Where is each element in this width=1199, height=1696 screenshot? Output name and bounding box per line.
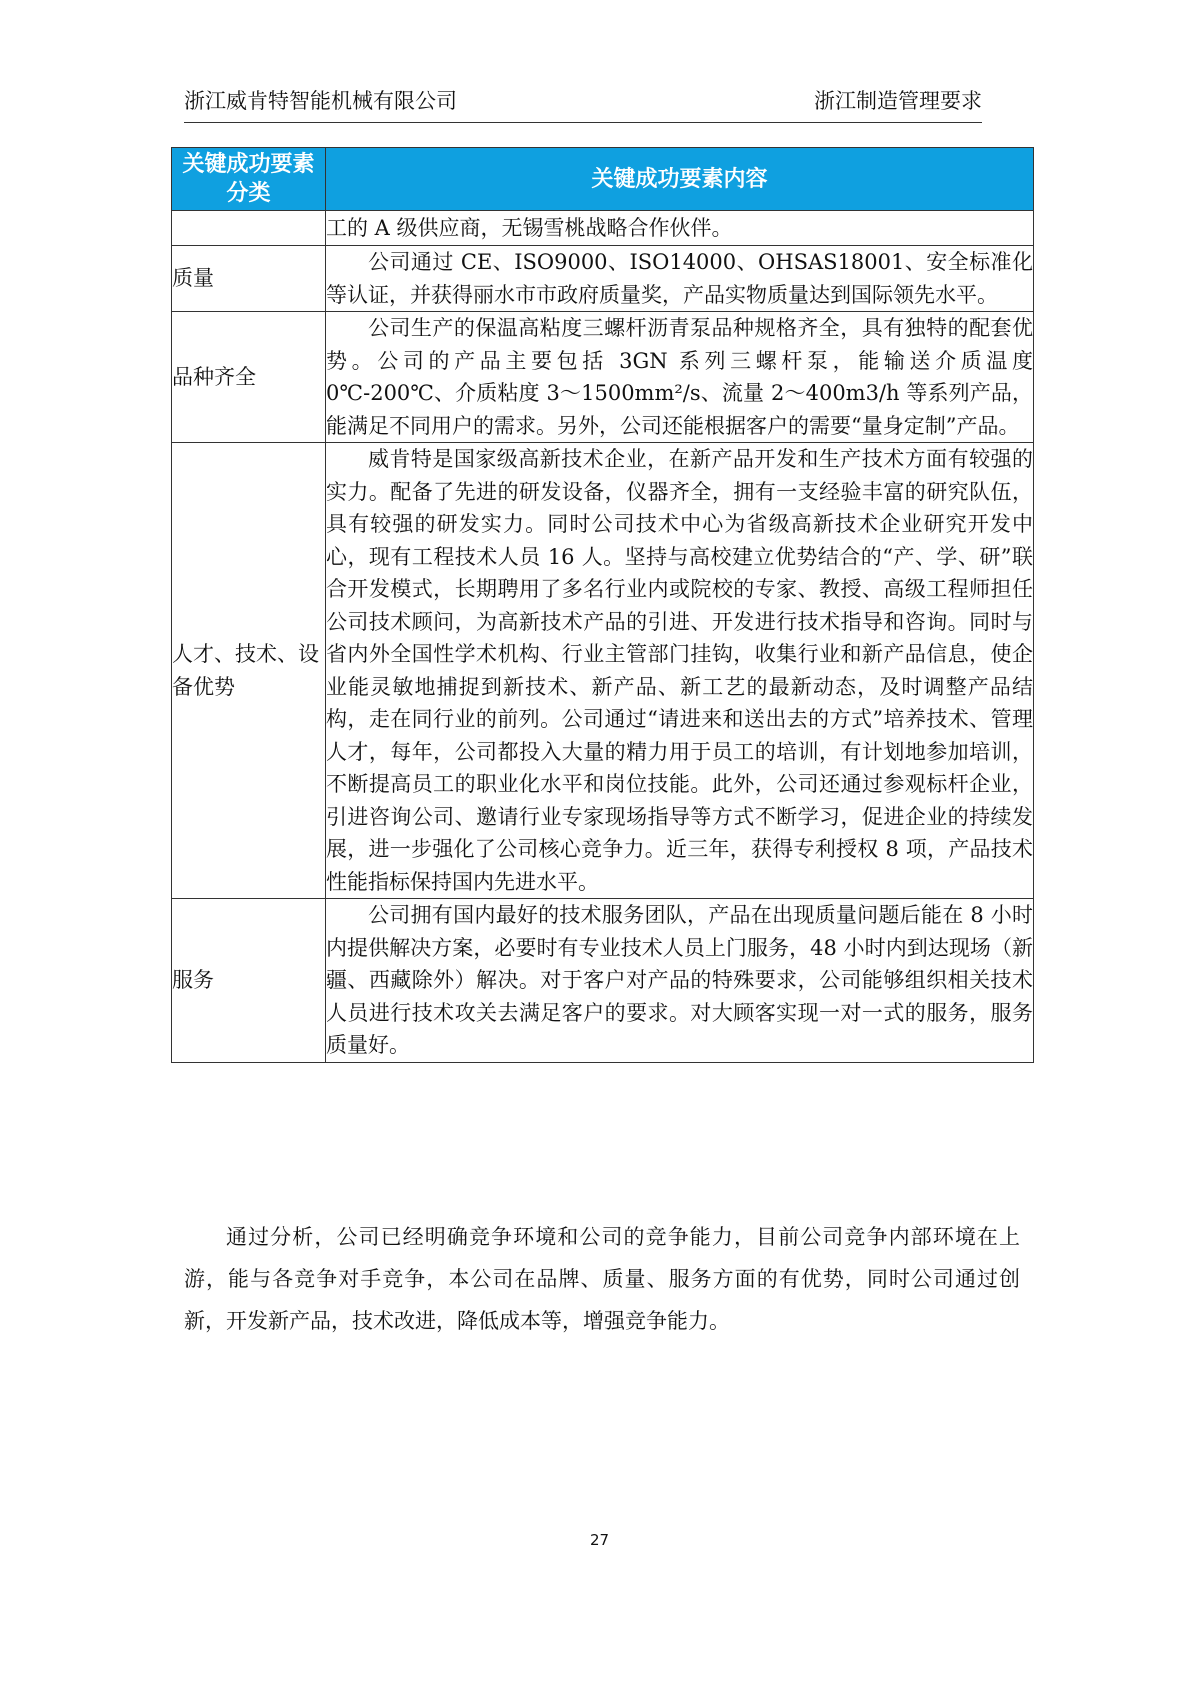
table-row (172, 246, 1034, 312)
key-success-factors-table (171, 147, 1034, 1063)
category-cell: 人才、技术、设备优势 (172, 443, 326, 899)
content-cell (326, 211, 1034, 246)
content-text: 公司生产的保温高粘度三螺杆沥青泵品种规格齐全，具有独特的配套优势。公司的产品主要包括 3GN 系列三螺杆泵，能输送介质温度 0℃-200℃、介质粘度 3～1500mm²/s、流量 2～400m3/h 等系列产品，能满足不同用户的需求。另外，公司还能根据客户的需要“量身定制”产品。 (326, 316, 1033, 438)
content-text: 威肯特是国家级高新技术企业，在新产品开发和生产技术方面有较强的实力。配备了先进的研发设备，仪器齐全，拥有一支经验丰富的研究队伍，具有较强的研发实力。同时公司技术中心为省级高新技术企业研究开发中心，现有工程技术人员 16 人。坚持与高校建立优势结合的“产、学、研”联合开发模式，长期聘用了多名行业内或院校的专家、教授、高级工程师担任公司技术顾问，为高新技术产品的引进、开发进行技术指导和咨询。同时与省内外全国性学术机构、行业主管部门挂钩，收集行业和新产品信息，使企业能灵敏地捕捉到新技术、新产品、新工艺的最新动态，及时调整产品结构，走在同行业的前列。公司通过“请进来和送出去的方式”培养技术、管理人才，每年，公司都投入大量的精力用于员工的培训，有计划地参加培训，不断提高员工的职业化水平和岗位技能。此外，公司还通过参观标杆企业，引进咨询公司、邀请行业专家现场指导等方式不断学习，促进企业的持续发展，进一步强化了公司核心竞争力。近三年，获得专利授权 8 项，产品技术性能指标保持国内先进水平。 (326, 447, 1033, 894)
column-header-content: 关键成功要素内容 (326, 148, 1034, 211)
content-cell (326, 899, 1034, 1063)
content-text: 公司通过 CE、ISO9000、ISO14000、OHSAS18001、安全标准化等认证，并获得丽水市市政府质量奖，产品实物质量达到国际领先水平。 (326, 250, 1033, 307)
category-cell (172, 211, 326, 246)
header-company-name: 浙江威肯特智能机械有限公司 (184, 89, 457, 113)
category-cell: 服务 (172, 899, 326, 1063)
content-text: 公司拥有国内最好的技术服务团队，产品在出现质量问题后能在 8 小时内提供解决方案，必要时有专业技术人员上门服务，48 小时内到达现场（新疆、西藏除外）解决。对于客户对产品的特殊要求，公司能够组织相关技术人员进行技术攻关去满足客户的要求。对大顾客实现一对一式的服务，服务质量好。 (326, 903, 1033, 1057)
content-cell (326, 443, 1034, 899)
column-header-category: 关键成功要素分类 (172, 148, 326, 211)
page-number: 27 (589, 1531, 610, 1549)
category-cell: 品种齐全 (172, 312, 326, 443)
category-cell: 质量 (172, 246, 326, 312)
table-row (172, 211, 1034, 246)
table-row (172, 899, 1034, 1063)
content-text: 工的 A 级供应商，无锡雪桃战略合作伙伴。 (326, 215, 733, 240)
table-header-row (172, 148, 1034, 211)
table-row (172, 443, 1034, 899)
table-row (172, 312, 1034, 443)
page-header (184, 86, 982, 123)
summary-paragraph: 通过分析，公司已经明确竞争环境和公司的竞争能力，目前公司竞争内部环境在上游，能与各竞争对手竞争，本公司在品牌、质量、服务方面的有优势，同时公司通过创新，开发新产品，技术改进，降低成本等，增强竞争能力。 (184, 1225, 1020, 1333)
content-cell (326, 246, 1034, 312)
header-section-title: 浙江制造管理要求 (814, 89, 982, 113)
content-cell (326, 312, 1034, 443)
